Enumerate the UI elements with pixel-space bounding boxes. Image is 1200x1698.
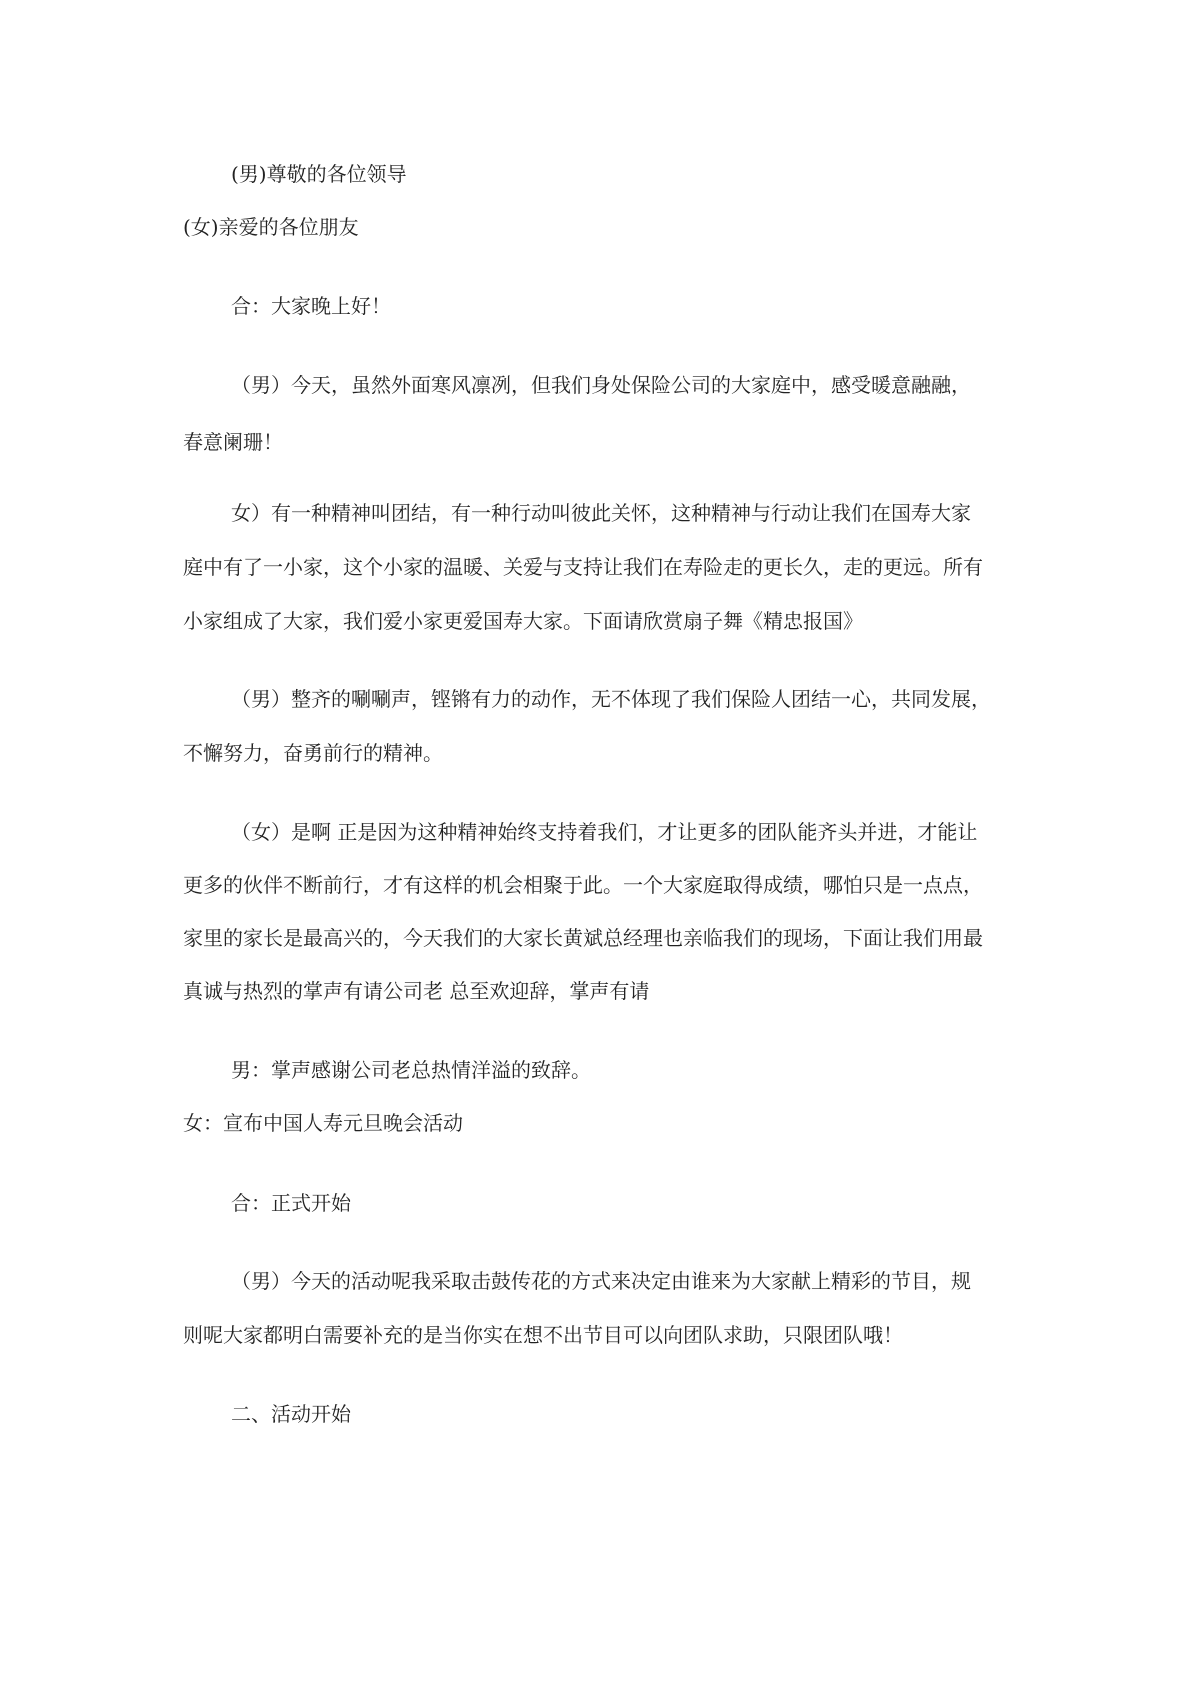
paragraph-male-rules-line-1: （男）今天的活动呢我采取击鼓传花的方式来决定由谁来为大家献上精彩的节目，规 bbox=[231, 1269, 971, 1293]
paragraph-male-rules-line-2: 则呢大家都明白需要补充的是当你实在想不出节目可以向团队求助，只限团队哦！ bbox=[183, 1323, 903, 1347]
paragraph-female-spirit-line-2: 更多的伙伴不断前行，才有这样的机会相聚于此。一个大家庭取得成绩，哪怕只是一点点， bbox=[183, 873, 983, 897]
paragraph-male-opening-line-2: 春意阑珊！ bbox=[183, 430, 283, 454]
paragraph-male-thanks: 男：掌声感谢公司老总热情洋溢的致辞。 bbox=[231, 1058, 591, 1082]
paragraph-male-greeting: (男)尊敬的各位领导 bbox=[231, 162, 407, 186]
paragraph-together-start: 合：正式开始 bbox=[231, 1191, 351, 1215]
paragraph-female-greeting: (女)亲爱的各位朋友 bbox=[183, 215, 359, 239]
paragraph-female-spirit-line-3: 家里的家长是最高兴的，今天我们的大家长黄斌总经理也亲临我们的现场，下面让我们用最 bbox=[183, 926, 983, 950]
paragraph-female-announce: 女：宣布中国人寿元旦晚会活动 bbox=[183, 1111, 463, 1135]
paragraph-female-unity-line-2: 庭中有了一小家，这个小家的温暖、关爱与支持让我们在寿险走的更长久，走的更远。所有 bbox=[183, 555, 983, 579]
paragraph-male-dance-line-1: （男）整齐的唰唰声，铿锵有力的动作，无不体现了我们保险人团结一心，共同发展， bbox=[231, 687, 991, 711]
paragraph-male-opening-line-1: （男）今天，虽然外面寒风凛冽，但我们身处保险公司的大家庭中，感受暖意融融， bbox=[231, 373, 971, 397]
paragraph-female-spirit-line-1: （女）是啊 正是因为这种精神始终支持着我们，才让更多的团队能齐头并进，才能让 bbox=[231, 820, 978, 844]
paragraph-female-spirit-line-4: 真诚与热烈的掌声有请公司老 总至欢迎辞，掌声有请 bbox=[183, 979, 650, 1003]
paragraph-male-dance-line-2: 不懈努力，奋勇前行的精神。 bbox=[183, 741, 443, 765]
section-heading-activity-start: 二、活动开始 bbox=[231, 1402, 351, 1426]
paragraph-female-unity-line-3: 小家组成了大家，我们爱小家更爱国寿大家。下面请欣赏扇子舞《精忠报国》 bbox=[183, 609, 863, 633]
paragraph-together-greeting: 合：大家晚上好！ bbox=[231, 294, 391, 318]
paragraph-female-unity-line-1: 女）有一种精神叫团结，有一种行动叫彼此关怀，这种精神与行动让我们在国寿大家 bbox=[231, 501, 971, 525]
